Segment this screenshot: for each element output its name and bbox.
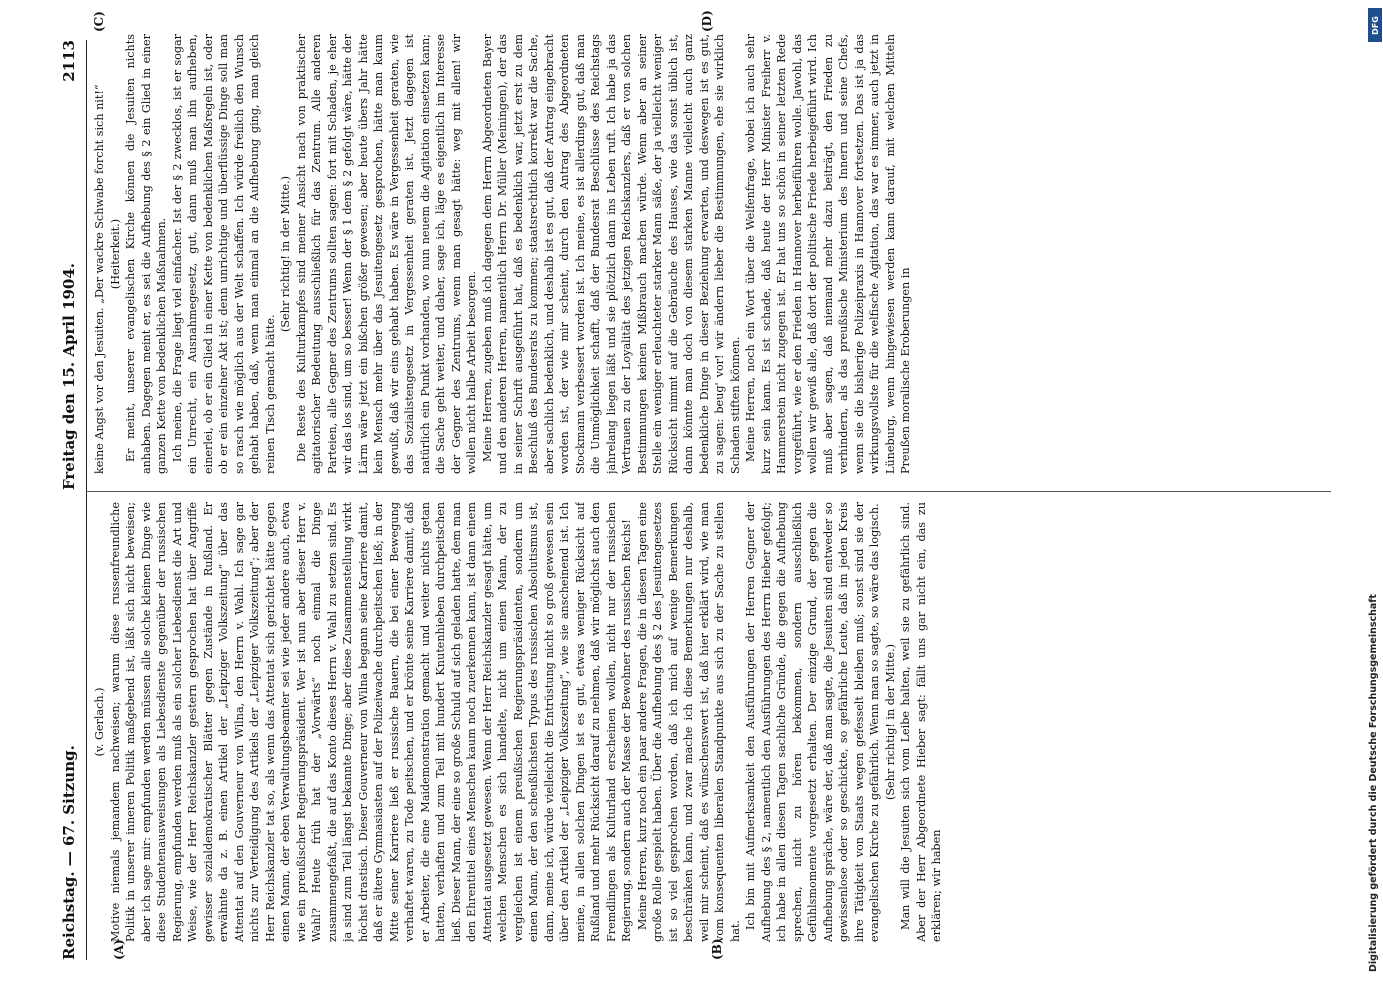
right-text-column <box>92 34 1332 474</box>
margin-mark-c: (C) <box>92 11 106 32</box>
paragraph: Man will die Jesuiten sich vom Leibe halten, weil sie zu gefährlich sind. Aber der Herr Abgeordnete Hieber sagt: fällt uns gar nicht ein, das zu erklären; wir haben <box>899 502 943 942</box>
paragraph: Motive niemals jemandem nachweisen; warum diese russenfreundliche Politik in unserer inneren Politik maßgebend ist, läßt sich nicht beweisen; aber ich sage mir: empfunden werden müssen alle solche kleinen Dinge wie diese Studentenausweisungen als Liebesdienste gegenüber der russischen Regierung, empfunden werden muß als ein solcher Liebesdienst die Art und Weise, wie der Herr Reichskanzler gestern gesprochen hat über Angriffe gewisser sozialdemokratischer Blätter gegen Zustände in Rußland. Er erwähnte da z. B. einen Artikel der „Leipziger Volkszeitung“ über das Attentat auf den Gouverneur von Wilna, den Herrn v. Wahl. Ich sage gar nichts zur Verteidigung des Artikels der „Leipziger Volkszeitung“; aber der Herr Reichskanzler tat so, als wenn das Attentat sich gerichtet hätte gegen einen Mann, der eben Verwaltungsbeamter sei wie jeder andere auch, etwa wie ein preußischer Regierungspräsident. Wer ist nun aber dieser Herr v. Wahl? Heute früh hat der „Vorwärts“ noch einmal die Dinge zusammengefaßt, die auf das Konto dieses Herrn v. Wahl zu setzen sind. Es ja sind zum Teil längst bekannte Dinge; aber diese Zusammenstellung wirkt höchst drastisch. Dieser Gouverneur von Wilna begann seine Karriere damit, daß er ältere Gymnasiasten auf der Polizeiwache durchpeitschen ließ; in der Mitte seiner Karriere ließ er russische Bauern, die bei einer Bewegung verhaftet waren, zu Tode peitschen, und er krönte seine Karriere damit, daß er Arbeiter, die eine Maidemonstration gemacht und weiter nichts getan hatten, verhaften und zum Teil mit hundert Knutenhieben durchpeitschen ließ. Dieser Mann, der eine so große Schuld auf sich geladen hatte, dem man den Ehrentitel eines Menschen kaum noch zuerkennen kann, ist dann einem Attentat ausgesetzt gewesen. Wenn der Herr Reichskanzler gesagt hätte, um welchen Menschen es sich handelte, nicht um einen Mann, der zu vergleichen ist einem preußischen Regierungspräsidenten, sondern um einen Mann, der den scheußlichsten Typus des russischen Absolutismus ist, dann, meine ich, würde vielleicht die Entrüstung nicht so groß gewesen sein über den Artikel der „Leipziger Volkszeitung“, wie sie anscheinend ist. Ich meine, in allen solchen Dingen ist es gut, etwas weniger Rücksicht auf Rußland und mehr Rücksicht darauf zu nehmen, daß wir möglichst auch den Fremdlingen als Kulturland erscheinen wollen, nicht nur der russischen Regierung, sondern auch der Masse der Bewohner des russischen Reichs! <box>108 502 633 942</box>
margin-mark-d: (D) <box>700 10 714 32</box>
paragraph: Er meint, unserer evangelischen Kirche können die Jesuiten nichts anhaben. Dagegen meint er, es sei die Aufhebung des § 2 ein Glied in einer ganzen Kette von bedenklichen Maßnahmen. <box>124 34 168 474</box>
credit-text: Digitalisierung gefördert durch die Deutsche Forschungsgemeinschaft <box>1368 594 1379 972</box>
paragraph: Ich bin mit Aufmerksamkeit den Ausführungen der Herren Gegner der Aufhebung des § 2, namentlich den Ausführungen des Herrn Hieber gefolgt; ich habe in allen diesen Tagen sachliche Gründe, die gegen die Aufhebung sprechen, nicht zu hören bekommen, sondern ausschließlich Gefühlsmomente vorgesetzt erhalten. Der einzige Grund, der gegen die Aufhebung spräche, wäre der, daß man sagte, die Jesuiten sind entweder so gewissenlose oder so geschickte, so gefährliche Leute, daß im jeden Kreis ihre Tätigkeit von Staats wegen gefesselt bleiben muß; sonst sind sie der evangelischen Kirche zu gefährlich. Wenn man so sagte, so wäre das logisch. <box>744 502 881 942</box>
margin-mark-b: (B) <box>710 938 724 960</box>
interjection: (Sehr richtig! in der Mitte.) <box>883 643 897 801</box>
header-date: Freitag den 15. April 1904. <box>60 263 78 490</box>
paragraph: Meine Herren, kurz noch ein paar andere Fragen, die in diesen Tagen eine große Rolle gespielt haben. Über die Aufhebung des § 2 des Jesuitengesetzes ist so viel gesprochen worden, daß ich mich auf wenige Bemerkungen beschränken kann, und zwar mache ich diese Bemerkungen nur deshalb, weil mir scheint, daß es wünschenswert ist, daß hier erklärt wird, wie man vom konsequenten liberalen Standpunkte aus sich zu der Sache zu stellen hat. <box>635 502 742 942</box>
speaker-label: (v. Gerlach.) <box>93 687 106 757</box>
paragraph: keine Angst vor den Jesuiten. „Der wackre Schwabe forcht sich nit!“ <box>93 84 106 474</box>
paragraph: Die Reste des Kulturkampfes sind meiner Ansicht nach von praktischer agitatorischer Bedeutung ausschließlich für das Zentrum. Alle anderen Parteien, alle Gegner des Zentrums sollten sagen: fort mit Schaden, je eher wir das los sind, um so besser! Wenn der § 1 dem § 2 gefolgt wäre, hätte der Lärm wäre jetzt ein bißchen größer gewesen; aber heute übers Jahr hätte kein Mensch mehr über das Jesuitengesetz gesprochen, hätte man kaum gewußt, daß wir eins gehabt haben. Es wäre in Vergessenheit geraten, wie das Sozialistengesetz in Vergessenheit geraten ist. Jetzt dagegen ist natürlich ein Punkt vorhanden, wo nun neuem die Agitation einsetzen kann; die Sache geht weiter, und daher, sage ich, läge es eigentlich im Interesse der Gegner des Zentrums, wenn man gesagt hätte: weg mit allem! wir wollen nicht halbe Arbeit besorgen. <box>294 34 478 474</box>
interjection: (Sehr richtig! in der Mitte.) <box>279 175 292 333</box>
paragraph: Meine Herren, zugeben muß ich dagegen dem Herrn Abgeordneten Bayer und den anderen Herren, namentlich Herrn Dr. Müller (Meiningen), der das in seiner Schrift ausgeführt hat, daß es bedenklich war, jetzt erst zu dem Beschluß des Bundesrats zu kommen; staatsrechtlich korrekt war die Sache, aber sachlich bedenklich, und deshalb ist es gut, daß der Antrag eingebracht worden ist, der wie mir scheint, durch den Antrag des Abgeordneten Stockmann verbessert worden ist. Ich meine, es ist allerdings gut, daß man die Unmöglichkeit schafft, daß der Bundesrat Beschlüsse des Reichstags jahrelang liegen läßt und sie plötzlich dann ins Leben ruft. Ich habe ja das Vertrauen zu der Loyalität des jetzigen Reichskanzlers, daß er von solchen Bestimmungen keinen Mißbrauch machen würde. Wenn aber an seiner Stelle ein weniger erleuchteter starker Mann säße, der ja vielleicht weniger Rücksicht nimmt auf die Gebräuche des Hauses, wie das sonst üblich ist, dann könnte man doch von diesem starken Manne vielleicht auch ganz bedenkliche Dinge in dieser Beziehung erwarten, und deswegen ist es gut, zu sagen: beug' vor! wir ändern lieber die Bestimmungen, ehe sie wirklich Schaden stiften können. <box>480 34 742 474</box>
left-text-column <box>92 502 1332 942</box>
credit-strip <box>1366 12 1382 988</box>
page-header <box>60 40 86 960</box>
header-page-number: 2113 <box>60 40 78 82</box>
interjection: (Heiterkeit.) <box>108 218 122 290</box>
paragraph: Ich meine, die Frage liegt viel einfacher. Ist der § 2 zwecklos, ist er sogar ein Unrecht, ein Ausnahmegesetz, gut, dann muß man ihn aufheben, einerlei, ob er ein Glied in einer Kette von bedenklichen Maßregeln ist, oder ob er ein einzelner Akt ist; denn unrichtige und überflüssige Dinge soll man so rasch wie möglich aus der Welt schaffen. Ich würde freilich den Wunsch gehabt haben, daß, wenn man einmal an die Aufhebung ging, man gleich reinen Tisch gemacht hätte. <box>170 34 277 474</box>
header-rule <box>86 40 87 960</box>
paragraph: Meine Herren, noch ein Wort über die Welfenfrage, wobei ich auch sehr kurz sein kann. Es ist schade, daß heute der Herr Minister Freiherr v. Hammerstein nicht zugegen ist. Er hat uns so schön in seiner letzten Rede vorgeführt, wie er den Frieden in Hannover herbeiführen wolle. Jawohl, das wollen wir gewiß alle, daß dort der politische Friede herbeigeführt wird. Ich muß aber sagen, daß niemand mehr dazu beiträgt, den Frieden zu verhindern, als das preußische Ministerium des Innern und seine Chefs, wenn sie die bisherige Polizeipraxis in Hannover fortsetzen. Das ist ja das wirkungsvollste für die welfische Agitation, das war es immer, auch jetzt in Lüneburg, wenn hingewiesen werden kann darauf, mit welchen Mitteln Preußen moralische Eroberungen in <box>744 34 912 474</box>
dfg-logo: DFG <box>1368 8 1382 42</box>
column-separator <box>86 491 1331 492</box>
margin-mark-a: (A) <box>112 939 126 960</box>
header-session: Reichstag. — 67. Sitzung. <box>60 745 78 960</box>
